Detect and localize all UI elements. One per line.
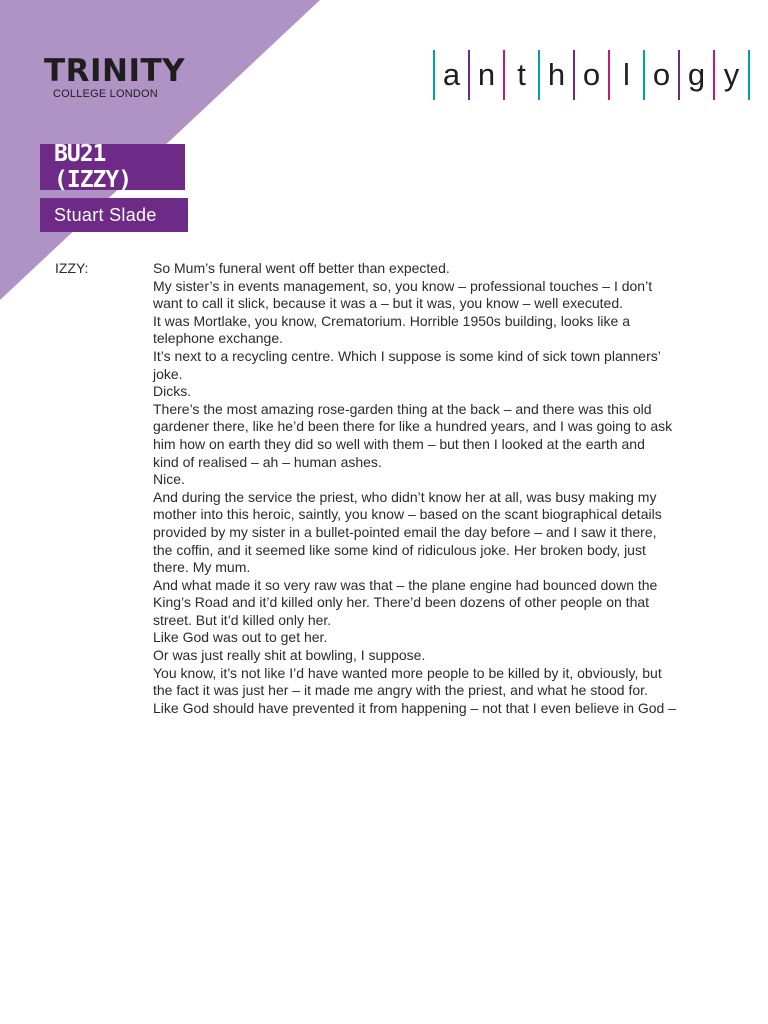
author-name-text: Stuart Slade [54,204,157,225]
anthology-letter: o [582,57,601,92]
monologue-line: him how on earth they did so well with them – but then I looked at the earth and [153,435,645,452]
piece-title-text: BU21 (IZZY) [54,141,132,193]
speaker-label: IZZY: [55,260,89,276]
monologue-line: Or was just really shit at bowling, I suppose. [153,647,426,664]
monologue-line: There’s the most amazing rose-garden thing at the back – and there was this old [153,400,652,417]
monologue-line: And what made it so very raw was that – the plane engine had bounced down the [153,576,658,593]
monologue-line: It’s next to a recycling centre. Which I suppose is some kind of sick town planners’ [153,347,661,364]
anthology-letter: a [442,57,461,92]
monologue-line: gardener there, like he’d been there for like a hundred years, and I was going to ask [153,418,673,435]
anthology-letter: n [477,57,496,92]
anthology-logo [433,50,750,100]
monologue-line: kind of realised – ah – human ashes. [153,453,382,470]
monologue-line: provided by my sister in a bullet-pointed email the day before – and I saw it there, [153,523,657,540]
monologue-line: want to call it slick, because it was a – but it was, you know – well executed. [153,295,624,312]
monologue-line: So Mum’s funeral went off better than expected. [153,260,450,276]
monologue-line: mother into this heroic, saintly, you know – based on the scant biographical details [153,506,662,523]
monologue-line: You know, it’s not like I’d have wanted more people to be killed by it, obviously, but [153,664,662,681]
monologue-line: the fact it was just her – it made me angry with the priest, and what he stood for. [153,682,648,699]
anthology-letter: y [723,57,740,92]
monologue-line: joke. [153,365,183,382]
monologue-line: telephone exchange. [153,330,283,347]
monologue-line: My sister’s in events management, so, you know – professional touches – I don’t [153,277,653,294]
anthology-letter: g [687,57,706,92]
anthology-letter: h [547,57,566,92]
monologue-line: Like God should have prevented it from happening – not that I even believe in God – [153,699,677,716]
monologue-line: the coffin, and it seemed like some kind of ridiculous joke. Her broken body, just [153,541,646,558]
anthology-divider [748,50,750,100]
monologue-line: King’s Road and it’d killed only her. There’d been dozens of other people on that [153,594,650,611]
anthology-letter: o [652,57,671,92]
monologue-line: It was Mortlake, you know, Crematorium. Horrible 1950s building, looks like a [153,312,630,329]
monologue-line: Like God was out to get her. [153,629,328,646]
author-name [40,198,188,232]
anthology-letter: l [623,57,630,92]
monologue-line: there. My mum. [153,559,251,576]
monologue-text [153,260,718,717]
monologue-line: Dicks. [153,383,192,400]
monologue-line: street. But it’d killed only her. [153,611,332,628]
monologue-line: And during the service the priest, who didn’t know her at all, was busy making my [153,488,657,505]
anthology-letter: t [517,57,526,92]
trinity-college-logo [44,53,186,100]
monologue-line: Nice. [153,471,185,488]
brand-name: TRINITY [44,53,186,89]
brand-subtitle: COLLEGE LONDON [53,88,158,100]
piece-title [40,141,185,193]
